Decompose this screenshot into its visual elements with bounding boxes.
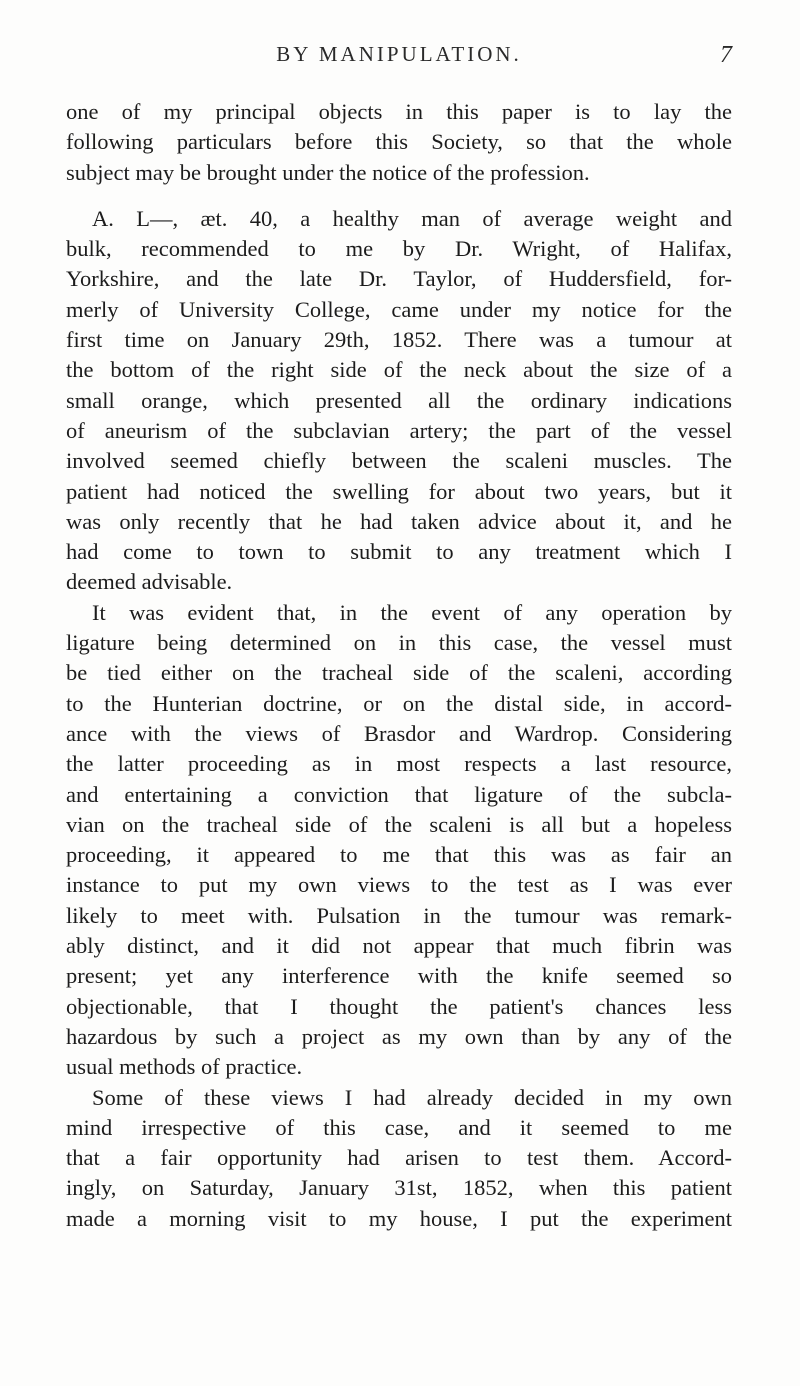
- body-text: [66, 97, 732, 1234]
- text-line: usual methods of practice.: [66, 1054, 303, 1080]
- paragraph: [66, 598, 732, 1083]
- paragraph: [66, 204, 732, 598]
- running-head: [66, 42, 732, 72]
- text-line: objectionable, that I thought the patient's chances less: [66, 993, 732, 1019]
- text-line: instance to put my own views to the test as I was ever: [66, 872, 732, 898]
- text-line: deemed advisable.: [66, 569, 233, 595]
- text-line: small orange, which presented all the ordinary indications: [66, 387, 732, 413]
- text-line: A. L—, æt. 40, a healthy man of average weight and: [92, 205, 732, 231]
- text-line: first time on January 29th, 1852. There was a tumour at: [66, 327, 732, 353]
- paragraph: [66, 1083, 732, 1234]
- text-line: patient had noticed the swelling for about two years, but it: [66, 478, 732, 504]
- text-line: be tied either on the tracheal side of the scaleni, according: [66, 660, 732, 686]
- running-title: BY MANIPULATION.: [276, 42, 522, 66]
- paragraph-gap: [66, 188, 732, 204]
- text-line: bulk, recommended to me by Dr. Wright, of Halifax,: [66, 236, 732, 262]
- text-line: and entertaining a conviction that ligature of the subcla-: [66, 781, 732, 807]
- text-line: of aneurism of the subclavian artery; the part of the vessel: [66, 417, 732, 443]
- text-line: likely to meet with. Pulsation in the tumour was remark-: [66, 902, 732, 928]
- text-line: subject may be brought under the notice of the profession.: [66, 159, 590, 185]
- text-line: one of my principal objects in this paper is to lay the: [66, 99, 732, 124]
- paragraph: [66, 97, 732, 188]
- text-line: It was evident that, in the event of any operation by: [92, 599, 732, 625]
- text-line: merly of University College, came under my notice for the: [66, 296, 732, 322]
- text-line: that a fair opportunity had arisen to test them. Accord-: [66, 1145, 732, 1171]
- text-line: ligature being determined on in this case, the vessel must: [66, 630, 732, 656]
- text-line: made a morning visit to my house, I put the experiment: [66, 1205, 732, 1231]
- text-line: ably distinct, and it did not appear that much fibrin was: [66, 933, 732, 959]
- text-line: involved seemed chiefly between the scaleni muscles. The: [66, 448, 732, 474]
- text-line: to the Hunterian doctrine, or on the distal side, in accord-: [66, 690, 732, 716]
- text-line: Yorkshire, and the late Dr. Taylor, of Huddersfield, for-: [66, 266, 732, 292]
- text-line: hazardous by such a project as my own than by any of the: [66, 1023, 732, 1049]
- text-line: ingly, on Saturday, January 31st, 1852, when this patient: [66, 1175, 732, 1201]
- text-line: present; yet any interference with the knife seemed so: [66, 963, 732, 989]
- text-line: ance with the views of Brasdor and Wardrop. Considering: [66, 720, 732, 746]
- text-line: vian on the tracheal side of the scaleni is all but a hopeless: [66, 811, 732, 837]
- text-line: proceeding, it appeared to me that this was as fair an: [66, 842, 732, 868]
- text-line: mind irrespective of this case, and it seemed to me: [66, 1114, 732, 1140]
- text-line: the latter proceeding as in most respects a last resource,: [66, 751, 732, 777]
- text-line: following particulars before this Society, so that the whole: [66, 129, 732, 155]
- text-line: had come to town to submit to any treatment which I: [66, 539, 732, 565]
- text-line: was only recently that he had taken advice about it, and he: [66, 508, 732, 534]
- page-number: 7: [720, 42, 732, 68]
- text-line: Some of these views I had already decided in my own: [92, 1084, 732, 1110]
- text-line: the bottom of the right side of the neck about the size of a: [66, 357, 732, 383]
